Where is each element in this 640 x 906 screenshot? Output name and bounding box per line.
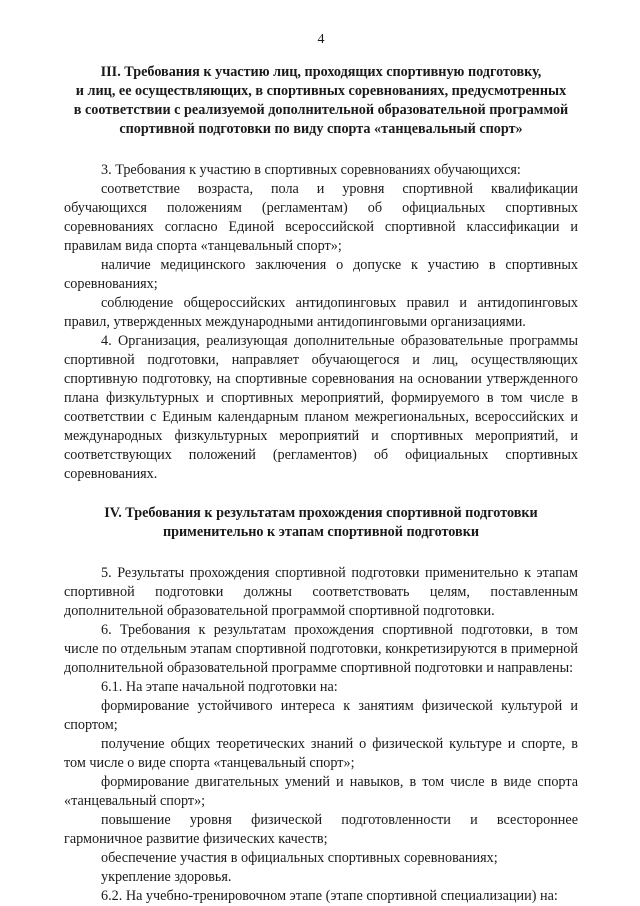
section-3-title-line: в соответствии с реализуемой дополнительной образовательной программой	[73, 102, 569, 118]
paragraph: укрепление здоровья.	[101, 869, 232, 885]
paragraph: 6.1. На этапе начальной подготовки на:	[101, 679, 338, 695]
paragraph: 6. Требования к результатам прохождения спортивной подготовки, в том числе по отдельным этапам спортивной подготовки, конкретизируются в примерной дополнительной образовательной программе спортивной подготовки и направлены:	[64, 622, 578, 676]
section-3-title-line: III. Требования к участию лиц, проходящих спортивную подготовку,	[100, 64, 542, 80]
section-3-title	[64, 63, 578, 139]
section-3-title-line: спортивной подготовки по виду спорта «танцевальный спорт»	[119, 121, 523, 137]
page-number: 4	[317, 32, 325, 47]
paragraph: 3. Требования к участию в спортивных соревнованиях обучающихся:	[101, 162, 521, 178]
section-4-title-line: применительно к этапам спортивной подготовки	[162, 524, 480, 540]
section-3-title-line: и лиц, ее осуществляющих, в спортивных соревнованиях, предусмотренных	[75, 83, 567, 99]
paragraph: 5. Результаты прохождения спортивной подготовки применительно к этапам спортивной подготовки должны соответствовать целям, поставленным дополнительной образовательной программой спортивной подготовки.	[64, 565, 578, 619]
section-3-body	[64, 161, 578, 484]
paragraph: обеспечение участия в официальных спортивных соревнованиях;	[101, 850, 498, 866]
section-4-title-line: IV. Требования к результатам прохождения спортивной подготовки	[104, 505, 538, 521]
paragraph: 6.2. На учебно-тренировочном этапе (этапе спортивной специализации) на:	[101, 888, 558, 904]
paragraph: формирование устойчивого интереса к занятиям физической культурой и спортом;	[64, 698, 578, 733]
section-4-body	[64, 564, 578, 906]
paragraph: повышение уровня физической подготовленности и всестороннее гармоничное развитие физических качеств;	[64, 812, 578, 847]
paragraph: получение общих теоретических знаний о физической культуре и спорте, в том числе о виде спорта «танцевальный спорт»;	[64, 736, 578, 771]
paragraph: формирование двигательных умений и навыков, в том числе в виде спорта «танцевальный спорт»;	[64, 774, 578, 809]
section-4-title	[64, 504, 578, 542]
paragraph: наличие медицинского заключения о допуске к участию в спортивных соревнованиях;	[64, 257, 578, 292]
paragraph: соответствие возраста, пола и уровня спортивной квалификации обучающихся положениям (регламентам) об официальных спортивных соревнованиях согласно Единой всероссийской спортивной классификации и правилам вида спорта «танцевальный спорт»;	[64, 181, 578, 254]
paragraph: 4. Организация, реализующая дополнительные образовательные программы спортивной подготовки, направляет обучающегося и лиц, осуществляющих спортивную подготовку, на спортивные соревнования на основании утвержденного плана физкультурных и спортивных мероприятий, формируемого в том числе в соответствии с Единым календарным планом межрегиональных, всероссийских и международных физкультурных мероприятий и спортивных мероприятий, и соответствующих положений (регламентов) об официальных спортивных соревнованиях.	[64, 333, 578, 482]
paragraph: соблюдение общероссийских антидопинговых правил и антидопинговых правил, утвержденных международными антидопинговыми организациями.	[64, 295, 578, 330]
